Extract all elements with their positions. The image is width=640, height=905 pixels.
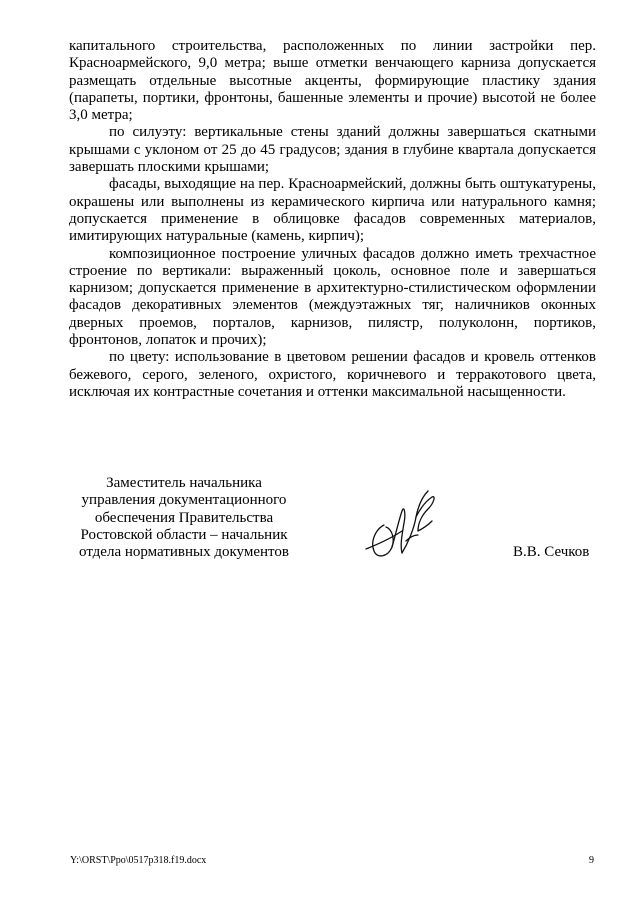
- paragraph-silhouette: по силуэту: вертикальные стены зданий должны завершаться скатными крышами с уклоном от 25 до 45 градусов; здания в глубине квартала допускается завершать плоскими крышами;: [69, 124, 596, 176]
- signatory-title: [69, 475, 299, 561]
- paragraph-height-continuation: капитального строительства, расположенных по линии застройки пер. Красноармейского, 9,0 метра; выше отметки венчающего карниза допускается размещать отдельные высотные акценты, формирующие пластику здания (парапеты, портики, фронтоны, башенные элементы и прочие) высотой не более 3,0 метра;: [69, 38, 596, 124]
- footer-file-path: Y:\ORST\Ppo\0517p318.f19.docx: [70, 855, 207, 866]
- page-number: 9: [589, 855, 594, 866]
- signatory-title-line: управления документационного: [81, 492, 287, 509]
- paragraph-color: по цвету: использование в цветовом решении фасадов и кровель оттенков бежевого, серого, зеленого, охристого, коричневого и терракотового цвета, исключая их контрастные сочетания и оттенки максимальной насыщенности.: [69, 349, 596, 400]
- handwritten-signature: [362, 483, 442, 563]
- signatory-title-line: отдела нормативных документов: [79, 544, 289, 561]
- document-body: [69, 38, 596, 401]
- signatory-title-line: обеспечения Правительства: [94, 509, 274, 526]
- signer-name: В.В. Сечков: [513, 544, 590, 560]
- signatory-title-line: Ростовской области – начальник: [80, 526, 288, 543]
- signatory-title-line: Заместитель начальника: [106, 475, 262, 491]
- paragraph-facades: фасады, выходящие на пер. Красноармейский, должны быть оштукатурены, окрашены или выполнены из керамического кирпича или натурального камня; допускается применение в облицовке фасадов современных материалов, имитирующих натуральные (камень, кирпич);: [69, 176, 596, 245]
- paragraph-composition: композиционное построение уличных фасадов должно иметь трехчастное строение по вертикали: выраженный цоколь, основное поле и завершаться карнизом; допускается применение в архитектурно-стилистическом оформлении фасадов декоративных элементов (междуэтажных тяг, наличников оконных дверных проемов, порталов, карнизов, пилястр, полуколонн, портиков, фронтонов, лопаток и прочих);: [69, 245, 596, 349]
